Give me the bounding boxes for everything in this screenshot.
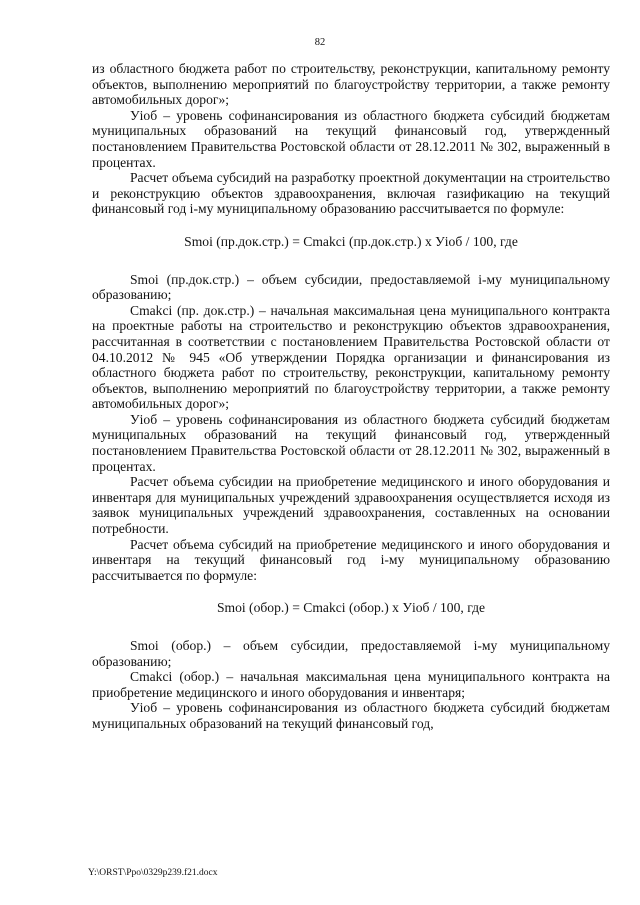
file-path-footer: Y:\ORST\Ppo\0329p239.f21.docx: [88, 868, 218, 878]
document-body: [92, 61, 610, 732]
paragraph: Cmakci (пр. док.стр.) – начальная максимальная цена муниципального контракта на проектные работы на строительство и реконструкцию объектов здравоохранения, рассчитанная в соответствии с постановлением Правительства Ростовской области от 04.10.2012 № 945 «Об утверждении Порядка организации и финансирования из областного бюджета работ по строительству, реконструкции, капитальному ремонту объектов, выполнению мероприятий по благоустройству территории, а также ремонту автомобильных дорог»;: [92, 302, 610, 412]
paragraph: Cmakci (обор.) – начальная максимальная цена муниципального контракта на приобретение медицинского и иного оборудования и инвентаря;: [92, 669, 610, 700]
paragraph: Расчет объема субсидий на приобретение медицинского и иного оборудования и инвентаря на текущий финансовый год i-му муниципальному образованию рассчитывается по формуле:: [92, 536, 610, 583]
page-number: 82: [314, 37, 326, 48]
paragraph: Расчет объема субсидий на разработку проектной документации на строительство и реконструкцию объектов здравоохранения, включая газификацию на текущий финансовый год i-му муниципальному образованию рассчитывается по формуле:: [92, 170, 610, 217]
paragraph: Расчет объема субсидии на приобретение медицинского и иного оборудования и инвентаря для муниципальных учреждений здравоохранения осуществляется исходя из заявок муниципальных учреждений здравоохранения, составленных на основании потребности.: [92, 474, 610, 537]
paragraph: Уioб – уровень софинансирования из областного бюджета субсидий бюджетам муниципальных образований на текущий финансовый год, утвержденный постановлением Правительства Ростовской области от 28.12.2011 № 302, выраженный в процентах.: [92, 107, 610, 170]
paragraph: Уioб – уровень софинансирования из областного бюджета субсидий бюджетам муниципальных образований на текущий финансовый год, утвержденный постановлением Правительства Ростовской области от 28.12.2011 № 302, выраженный в процентах.: [92, 411, 610, 474]
formula: Smoi (пр.док.стр.) = Cmakci (пр.док.стр.) х Уioб / 100, где: [184, 233, 518, 249]
paragraph-continuation: из областного бюджета работ по строительству, реконструкции, капитальному ремонту объектов, выполнению мероприятий по благоустройству территории, а также ремонту автомобильных дорог»;: [92, 61, 610, 108]
formula: Smoi (обор.) = Cmakci (обор.) х Уioб / 100, где: [216, 600, 486, 616]
paragraph: Уioб – уровень софинансирования из областного бюджета субсидий бюджетам муниципальных образований на текущий финансовый год,: [92, 700, 610, 731]
paragraph: Smoi (пр.док.стр.) – объем субсидии, предоставляемой i-му муниципальному образованию;: [92, 271, 610, 303]
paragraph: Smoi (обор.) – объем субсидии, предоставляемой i-му муниципальному образованию;: [92, 638, 610, 669]
